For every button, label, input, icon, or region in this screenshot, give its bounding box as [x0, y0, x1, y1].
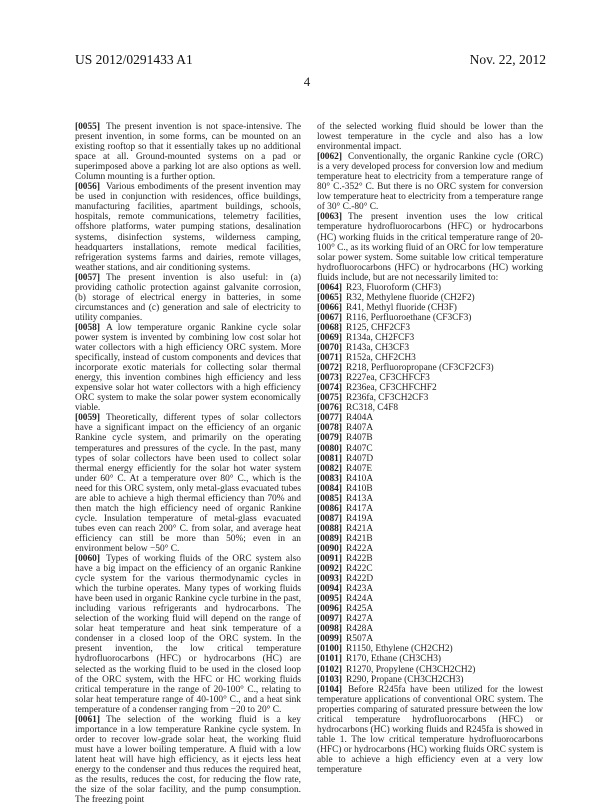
paragraph-number: [0087]	[317, 513, 342, 524]
list-item-text: R407E	[346, 463, 373, 474]
paragraph-text: A low temperature organic Rankine cycle solar power system is invented by combining low cost solar hot water collectors with a high efficiency ORC system. More specifically, instead of custom components and devices that incorporate exotic materials for collecting solar thermal energy, this invention combines high efficiency and less expensive solar hot water collectors with a high efficiency ORC system to make the solar power system economically viable.	[75, 322, 301, 414]
list-item-text: R1270, Propylene (CH3CH2CH2)	[346, 664, 476, 675]
paragraph-number: [0078]	[317, 423, 342, 434]
paragraph-number: [0088]	[317, 523, 342, 534]
paragraph-number: [0097]	[317, 614, 342, 625]
list-item	[317, 494, 543, 504]
list-item-text: R422C	[346, 564, 373, 575]
paragraph-number: [0080]	[317, 443, 342, 454]
paragraph-number: [0100]	[317, 644, 342, 655]
list-item-text: R218, Perfluoropropane (CF3CF2CF3)	[346, 363, 494, 374]
paragraph-number: [0096]	[317, 604, 342, 615]
list-item	[317, 484, 543, 494]
list-item	[317, 313, 543, 323]
paragraph-text: Various embodiments of the present invention may be used in conjunction with residences, office buildings, manufacturing facilities, apartment buildings, schools, hospitals, remote communications, telemetry facilities, offshore platforms, water pumping stations, desalination systems, disinfection systems, wilderness camping, headquarters installations, remote medical facilities, refrigeration systems farms and dairies, remote villages, weather stations, and air conditioning systems.	[75, 182, 301, 273]
paragraph-number: [0092]	[317, 564, 342, 575]
paragraph-number: [0056]	[75, 182, 100, 193]
paragraph	[75, 323, 301, 413]
paragraph-number: [0093]	[317, 574, 342, 585]
paragraph	[317, 212, 543, 282]
paragraph-number: [0103]	[317, 674, 342, 685]
list-item	[317, 474, 543, 484]
list-item-text: R32, Methylene fluoride (CH2F2)	[346, 292, 475, 303]
list-item-text: R417A	[346, 503, 374, 514]
paragraph	[317, 685, 543, 775]
paragraph	[75, 413, 301, 554]
paragraph-number: [0069]	[317, 332, 342, 343]
list-item	[317, 413, 543, 423]
list-item	[317, 363, 543, 373]
paragraph-number: [0074]	[317, 383, 342, 394]
list-item-text: R236ea, CF3CHFCHF2	[346, 383, 437, 394]
paragraph-number: [0059]	[75, 413, 100, 424]
list-item-text: R423A	[346, 584, 374, 595]
paragraph-number: [0066]	[317, 302, 342, 313]
list-item	[317, 514, 543, 524]
list-item-text: R428A	[346, 624, 374, 635]
paragraph-text: The selection of the working fluid is a key importance in a low temperature Rankine cycle system. In order to recover low-grade solar heat, the working fluid must have a lower boiling temperature. A fluid with a low latent heat will have high efficiency, as it ejects less heat energy to the condenser and thus reduces the required heat, as the results, reduces the cost, for reducing the flow rate, the size of the solar facility, and the pump consumption. The freezing point	[75, 714, 301, 805]
list-item	[317, 383, 543, 393]
paragraph-text: The present invention is not space-intensive. The present invention, in some forms, can be mounted on an existing rooftop so that it essentially takes up no additional space at all. Ground-mounted systems on a pad or superimposed above a parking lot are also options as well. Column mounting is a further option.	[75, 122, 301, 183]
paragraph-number: [0086]	[317, 503, 342, 514]
page-number: 4	[303, 74, 311, 89]
paragraph-number: [0081]	[317, 453, 342, 464]
list-item	[317, 293, 543, 303]
paragraph-text: The present invention uses the low critical temperature hydrofluorocarbons (HFC) or hydrocarbons (HC) working fluids in the critical temperature range of 20-100° C., as its working fluid of an ORC for low temperature solar power system. Some suitable low critical temperature hydrofluorocarbons (HFC) or hydrocarbons (HC) working fluids include, but are not necessarily limited to:	[317, 212, 543, 283]
list-item-text: R134a, CH2FCF3	[346, 332, 415, 343]
paragraph-text: Before R245fa have been utilized for the lowest temperature applications of conventional ORC system. The properties comparing of saturated pressure between the low critical temperature hydrofluorocarbons (HFC) or hydrocarbons (HC) working fluids and R245fa is showed in table 1. The low critical temperature hydrofluorocarbons (HFC) or hydrocarbons (HC) working fluids ORC system is able to achieve a high efficiency even at a very low temperature	[317, 684, 543, 775]
paragraph-number: [0068]	[317, 322, 342, 333]
paragraph-number: [0072]	[317, 363, 342, 374]
paragraph-number: [0060]	[75, 554, 100, 565]
list-item-text: R422A	[346, 543, 374, 554]
list-item-text: R413A	[346, 493, 374, 504]
paragraph-number: [0089]	[317, 533, 342, 544]
list-item	[317, 554, 543, 564]
list-item	[317, 604, 543, 614]
paragraph-number: [0070]	[317, 343, 342, 354]
paragraph-number: [0075]	[317, 393, 342, 404]
list-item	[317, 343, 543, 353]
paragraph-number: [0055]	[75, 122, 100, 132]
list-item-text: R425A	[346, 604, 374, 615]
paragraph-number: [0095]	[317, 594, 342, 605]
list-item	[317, 544, 543, 554]
paragraph-text: The present invention is also useful: in (a) providing catholic protection against galvanite corrosion, (b) storage of electrical energy in batteries, in some circumstances and (c) generation and sale of electricity to utility companies.	[75, 272, 301, 323]
list-item	[317, 634, 543, 644]
paragraph-number: [0091]	[317, 554, 342, 565]
list-item	[317, 564, 543, 574]
list-item	[317, 584, 543, 594]
paragraph-number: [0073]	[317, 373, 342, 384]
list-item	[317, 353, 543, 363]
paragraph-number: [0071]	[317, 353, 342, 364]
list-item	[317, 454, 543, 464]
list-item-text: R236fa, CF3CH2CF3	[346, 393, 429, 404]
paragraph-number: [0082]	[317, 463, 342, 474]
paragraph	[75, 182, 301, 272]
list-item-text: R422D	[346, 574, 374, 585]
paragraph-text: Theoretically, different types of solar collectors have a significant impact on the efficiency of an organic Rankine cycle system, and primarily on the operating temperatures and pressures of the cycle. In the past, many types of solar collectors have been used to collect solar thermal energy efficiently for the solar hot water system under 60° C. At a temperature over 80° C., which is the need for this ORC system, only metal-glass evacuated tubes are able to achieve a high thermal efficiency than 70% and then match the high efficiency need of organic Rankine cycle. Insulation temperature of metal-glass evacuated tubes even can reach 200° C. from solar, and average heat efficiency can still be more than 50%; even in an environment below −50° C.	[75, 413, 301, 554]
paragraph-number: [0076]	[317, 403, 342, 414]
list-item	[317, 323, 543, 333]
list-item-text: R152a, CHF2CH3	[346, 353, 416, 364]
list-item-text: R407C	[346, 443, 373, 454]
list-item-text: R404A	[346, 413, 374, 424]
list-item-text: R227ea, CF3CHFCF3	[346, 373, 430, 384]
list-item	[317, 524, 543, 534]
paragraph-number: [0094]	[317, 584, 342, 595]
paragraph	[75, 273, 301, 323]
list-item-text: R410A	[346, 473, 374, 484]
list-item-text: R125, CHF2CF3	[346, 322, 411, 333]
list-item	[317, 403, 543, 413]
list-item-text: R421B	[346, 533, 373, 544]
list-item-text: R170, Ethane (CH3CH3)	[346, 654, 442, 665]
list-item-text: R116, Perfluoroethane (CF3CF3)	[346, 312, 472, 323]
paragraph-number: [0079]	[317, 433, 342, 444]
paragraph-number: [0104]	[317, 684, 342, 695]
publication-date: Nov. 22, 2012	[469, 52, 546, 67]
list-item	[317, 433, 543, 443]
list-item-text: R419A	[346, 513, 374, 524]
list-item	[317, 675, 543, 685]
list-item	[317, 574, 543, 584]
paragraph	[75, 554, 301, 715]
list-item	[317, 423, 543, 433]
paragraph-number: [0063]	[317, 212, 342, 223]
list-item-text: R23, Fluoroform (CHF3)	[346, 282, 442, 293]
left-column	[75, 122, 301, 805]
list-item-text: R507A	[346, 634, 374, 645]
right-column	[317, 122, 543, 775]
list-item	[317, 644, 543, 654]
paragraph-number: [0090]	[317, 543, 342, 554]
continuation-text: of the selected working fluid should be lower than the lowest temperature in the cycle and also has a low environmental impact.	[317, 122, 543, 153]
list-item	[317, 444, 543, 454]
paragraph-number: [0057]	[75, 272, 100, 283]
paragraph-number: [0083]	[317, 473, 342, 484]
paragraph	[317, 152, 543, 212]
list-item-text: R421A	[346, 523, 374, 534]
paragraph-number: [0061]	[75, 714, 100, 725]
list-item-text: R41, Methyl fluoride (CH3F)	[346, 302, 457, 313]
list-item-text: R410B	[346, 483, 373, 494]
list-item	[317, 534, 543, 544]
list-item-text: R143a, CH3CF3	[346, 343, 410, 354]
list-item-text: R424A	[346, 594, 374, 605]
paragraph	[75, 122, 301, 182]
paragraph-text: Conventionally, the organic Rankine cycle (ORC) is a very developed process for conversion low and medium temperature heat to electricity from a temperature range of 80° C.-352° C. But there is no ORC system for conversion low temperature heat to electricity from a temperature range of 30° C.-80° C.	[317, 152, 543, 213]
list-item-text: R422B	[346, 554, 373, 565]
list-item	[317, 594, 543, 604]
list-item	[317, 654, 543, 664]
paragraph-text: Types of working fluids of the ORC system also have a big impact on the efficiency of an organic Rankine cycle system for the various thermodynamic cycles in which the turbine operates. Many types of working fluids have been used in organic Rankine cycle turbine in the past, including various refrigerants and hydrocarbons. The selection of the working fluid will depend on the range of solar heat temperature and heat sink temperature of a condenser in a closed loop of the ORC system. In the present invention, the low critical temperature hydrofluorocarbons (HFC) or hydrocarbons (HC) are selected as the working fluid to be used in the closed loop of the ORC system, with the HFC or HC working fluids critical temperature in the range of 20-100° C., relating to solar heat temperature range of 40-100° C., and a heat sink temperature of a condenser ranging from −20 to 20° C.	[75, 554, 301, 715]
paragraph-number: [0099]	[317, 634, 342, 645]
publication-number: US 2012/0291433 A1	[75, 52, 193, 67]
paragraph-number: [0085]	[317, 493, 342, 504]
list-item-text: RC318, C4F8	[346, 403, 399, 414]
list-item	[317, 393, 543, 403]
list-item-text: R427A	[346, 614, 374, 625]
paragraph-number: [0077]	[317, 413, 342, 424]
list-item-text: R407B	[346, 433, 373, 444]
paragraph-number: [0058]	[75, 322, 100, 333]
paragraph	[75, 715, 301, 805]
list-item-text: R407D	[346, 453, 374, 464]
list-item	[317, 283, 543, 293]
list-item	[317, 614, 543, 624]
paragraph-number: [0062]	[317, 152, 342, 163]
list-item	[317, 333, 543, 343]
list-item	[317, 464, 543, 474]
paragraph-number: [0065]	[317, 292, 342, 303]
list-item	[317, 303, 543, 313]
list-item	[317, 504, 543, 514]
paragraph-number: [0101]	[317, 654, 342, 665]
paragraph-number: [0067]	[317, 312, 342, 323]
paragraph-number: [0098]	[317, 624, 342, 635]
list-item-text: R290, Propane (CH3CH2CH3)	[346, 674, 464, 685]
paragraph-number: [0064]	[317, 282, 342, 293]
list-item-text: R407A	[346, 423, 374, 434]
paragraph-number: [0084]	[317, 483, 342, 494]
list-item-text: R1150, Ethylene (CH2CH2)	[346, 644, 453, 655]
paragraph-number: [0102]	[317, 664, 342, 675]
list-item	[317, 665, 543, 675]
list-item	[317, 624, 543, 634]
list-item	[317, 373, 543, 383]
